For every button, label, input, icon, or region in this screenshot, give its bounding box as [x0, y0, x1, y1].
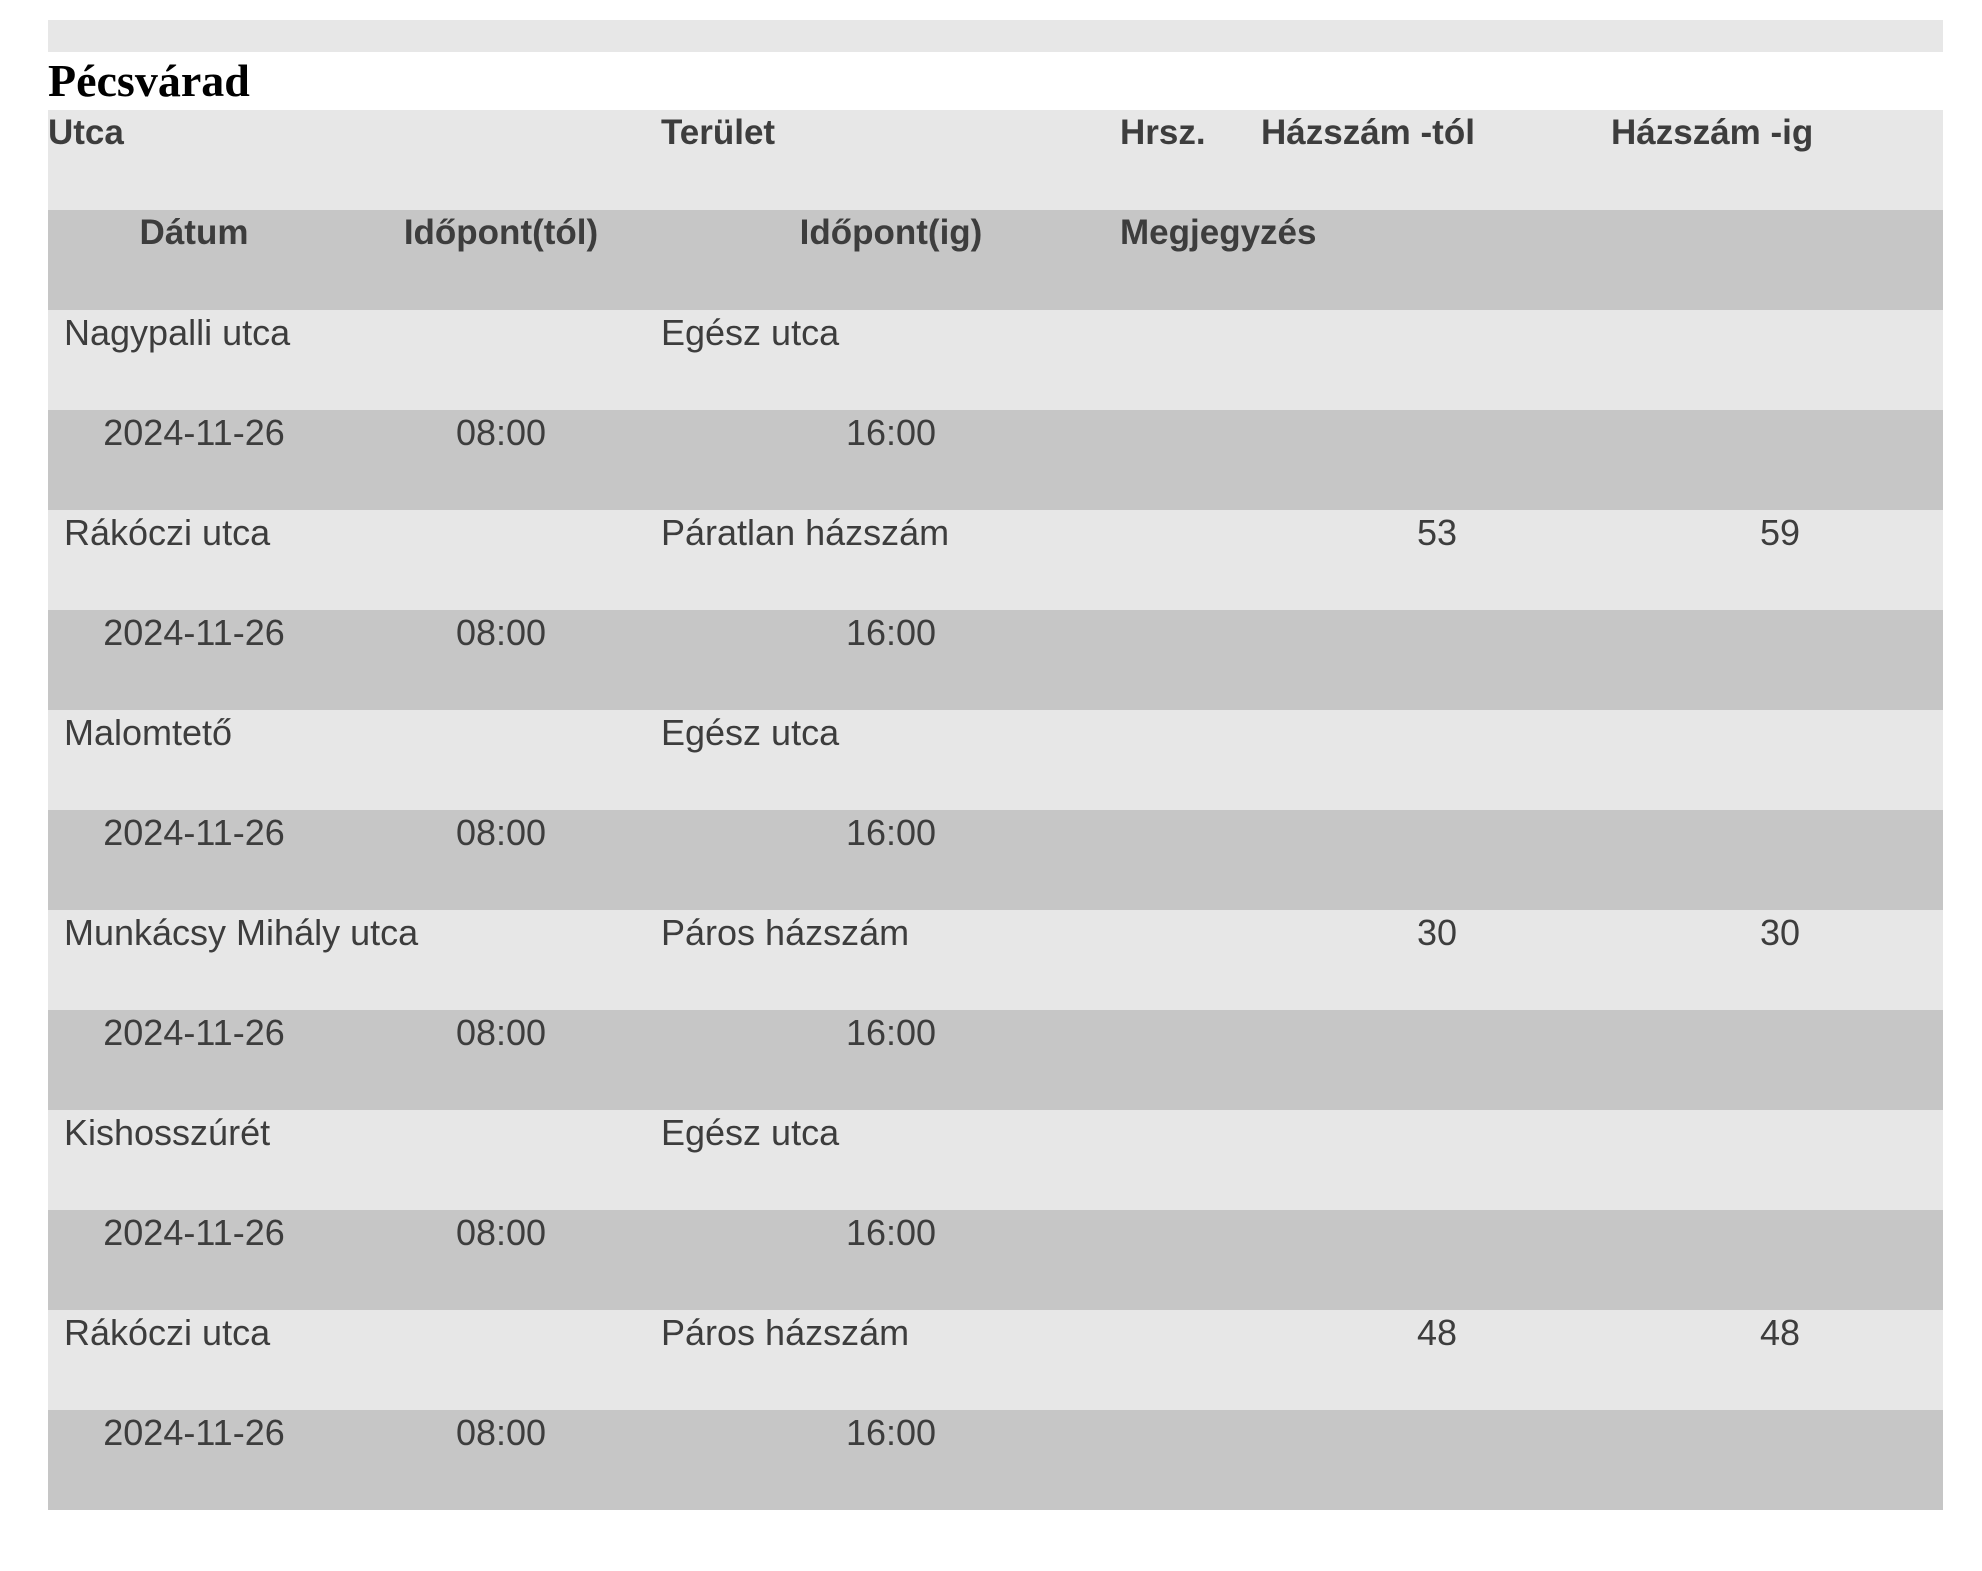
- cell-hazszam-tol: 30: [1416, 912, 1458, 953]
- page-title: Pécsvárad: [48, 55, 250, 106]
- cell-hazszam-ig: 48: [1759, 1312, 1801, 1353]
- cell-datum: 2024-11-26: [103, 1212, 285, 1253]
- cell-idopont-tol: 08:00: [455, 412, 547, 453]
- table-row-street: [48, 1110, 1943, 1210]
- table-row-street: [48, 710, 1943, 810]
- cell-hazszam-ig: 59: [1759, 512, 1801, 553]
- cell-utca: Malomtető: [64, 712, 233, 753]
- cell-idopont-tol: 08:00: [455, 1412, 547, 1453]
- cell-datum: 2024-11-26: [103, 1412, 285, 1453]
- cell-idopont-ig: 16:00: [845, 812, 937, 853]
- cell-idopont-tol: 08:00: [455, 612, 547, 653]
- cell-idopont-tol: 08:00: [455, 1012, 547, 1053]
- cell-terulet: Páratlan házszám: [661, 512, 950, 553]
- cell-utca: Kishosszúrét: [64, 1112, 271, 1153]
- cell-terulet: Egész utca: [661, 712, 840, 753]
- table-header-row-1: [48, 110, 1943, 210]
- column-header-hrsz: Hrsz.: [1120, 113, 1206, 152]
- table-row-schedule: [48, 1010, 1943, 1110]
- cell-utca: Rákóczi utca: [64, 512, 271, 553]
- cell-idopont-ig: 16:00: [845, 1212, 937, 1253]
- table-row-schedule: [48, 610, 1943, 710]
- column-header-hazszam-tol: Házszám -tól: [1261, 113, 1475, 152]
- cell-idopont-ig: 16:00: [845, 612, 937, 653]
- cell-terulet: Egész utca: [661, 1112, 840, 1153]
- cell-terulet: Egész utca: [661, 312, 840, 353]
- cell-hazszam-ig: 30: [1759, 912, 1801, 953]
- column-header-datum: Dátum: [139, 213, 249, 252]
- cell-hazszam-tol: 48: [1416, 1312, 1458, 1353]
- cell-datum: 2024-11-26: [103, 812, 285, 853]
- cell-datum: 2024-11-26: [103, 1012, 285, 1053]
- table-row-street: [48, 910, 1943, 1010]
- cell-utca: Munkácsy Mihály utca: [64, 912, 419, 953]
- column-header-utca: Utca: [48, 113, 124, 152]
- cell-utca: Rákóczi utca: [64, 1312, 271, 1353]
- top-divider-bar: [48, 20, 1943, 52]
- cell-terulet: Páros házszám: [661, 1312, 910, 1353]
- cell-terulet: Páros házszám: [661, 912, 910, 953]
- column-header-idopont-tol: Időpont(tól): [403, 213, 599, 252]
- cell-datum: 2024-11-26: [103, 412, 285, 453]
- table-row-street: [48, 510, 1943, 610]
- table-row-schedule: [48, 1410, 1943, 1510]
- cell-utca: Nagypalli utca: [64, 312, 291, 353]
- table-row-schedule: [48, 1210, 1943, 1310]
- table-row-street: [48, 1310, 1943, 1410]
- column-header-megjegyzes: Megjegyzés: [1120, 213, 1317, 252]
- cell-idopont-tol: 08:00: [455, 1212, 547, 1253]
- cell-idopont-ig: 16:00: [845, 1012, 937, 1053]
- table-header-row-2: [48, 210, 1943, 310]
- table-row-street: [48, 310, 1943, 410]
- column-header-terulet: Terület: [661, 113, 776, 152]
- column-header-hazszam-ig: Házszám -ig: [1611, 113, 1814, 152]
- cell-datum: 2024-11-26: [103, 612, 285, 653]
- column-header-idopont-ig: Időpont(ig): [799, 213, 983, 252]
- table-row-schedule: [48, 410, 1943, 510]
- cell-idopont-ig: 16:00: [845, 1412, 937, 1453]
- cell-idopont-ig: 16:00: [845, 412, 937, 453]
- cell-idopont-tol: 08:00: [455, 812, 547, 853]
- table-row-schedule: [48, 810, 1943, 910]
- cell-hazszam-tol: 53: [1416, 512, 1458, 553]
